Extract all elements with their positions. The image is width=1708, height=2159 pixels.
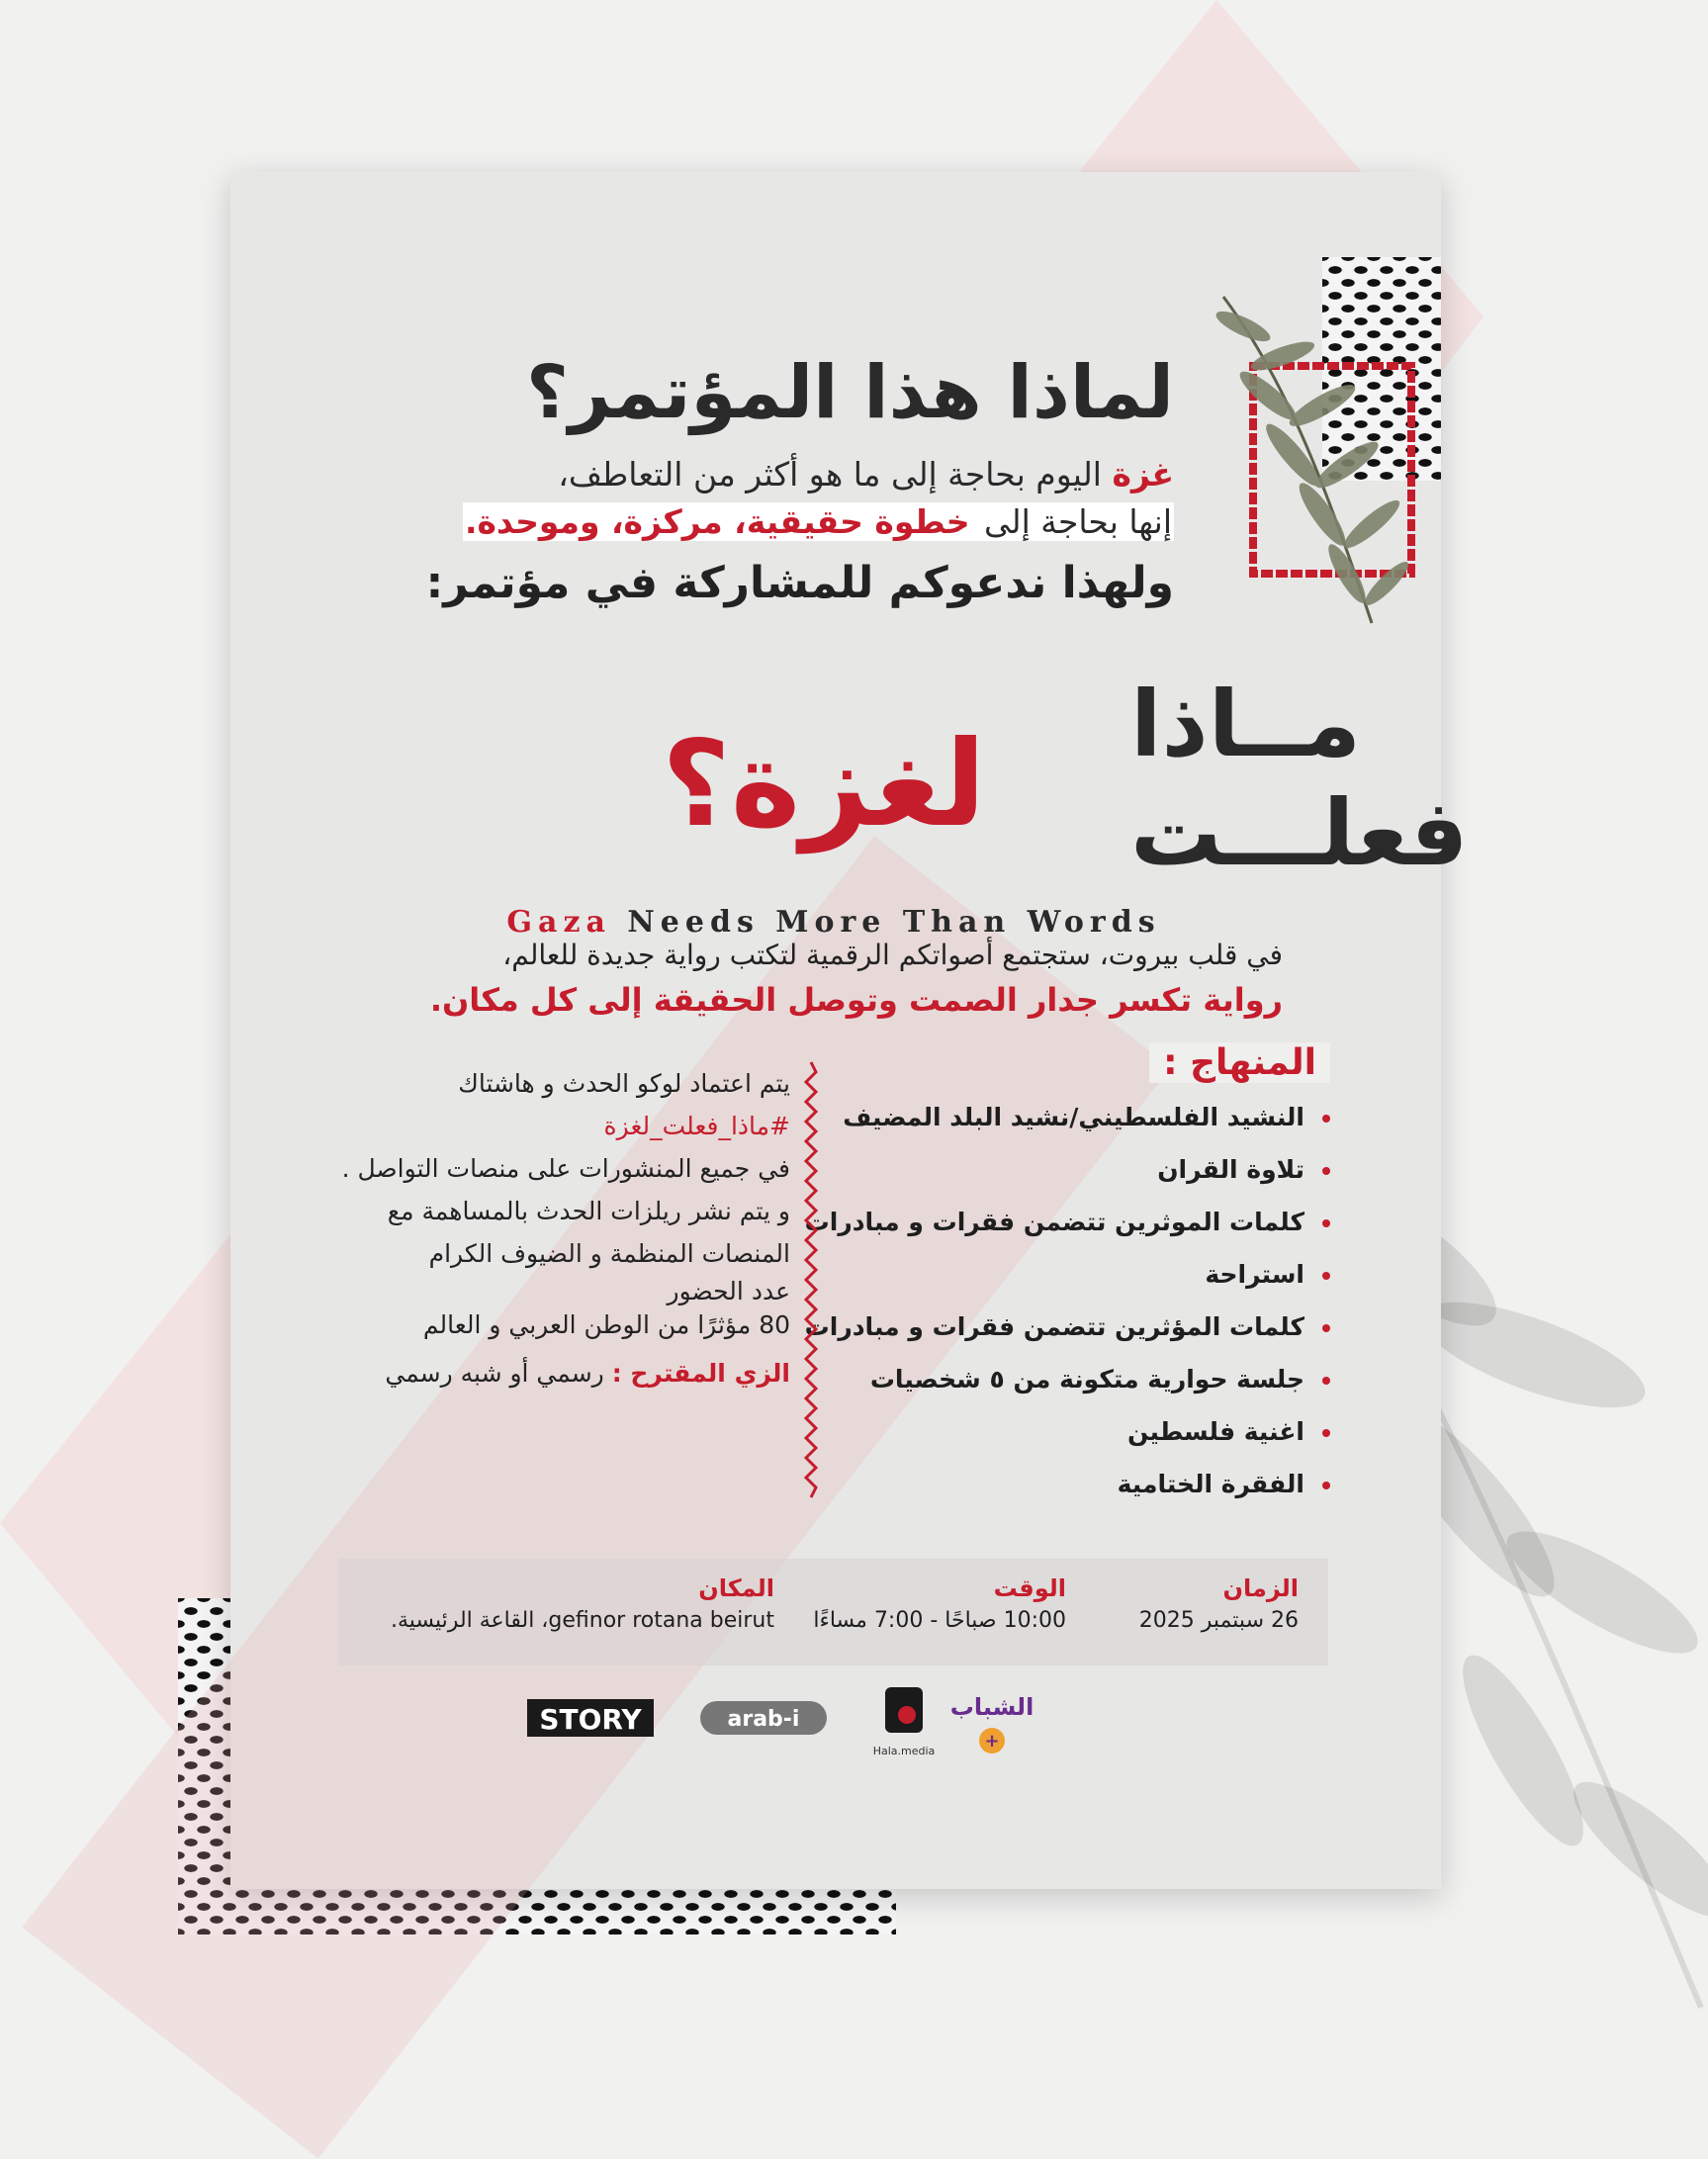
- event-info: [329, 1062, 818, 1394]
- description-line-1: في قلب بيروت، ستجتمع أصواتكم الرقمية لتكتب رواية جديدة للعالم،: [502, 939, 1283, 971]
- headline: لماذا هذا المؤتمر؟: [526, 350, 1174, 435]
- agenda-item-label: اغنية فلسطين: [1127, 1417, 1304, 1446]
- attendance-value: 80 مؤثرًا من الوطن العربي و العالم: [422, 1310, 790, 1339]
- attendance-label: عدد الحضور: [667, 1277, 790, 1305]
- date-label: الزمان: [1222, 1574, 1299, 1602]
- logo-word-lighaza: لغزة؟: [662, 716, 986, 854]
- svg-text:+: +: [984, 1731, 1000, 1752]
- alshabab-logo: [950, 1693, 1034, 1754]
- agenda-item-label: النشيد الفلسطيني/نشيد البلد المضيف: [843, 1103, 1304, 1131]
- event-details: [339, 1559, 1328, 1665]
- bullet-icon: [1322, 1482, 1330, 1489]
- bullet-icon: [1322, 1377, 1330, 1385]
- time-label: الوقت: [993, 1574, 1066, 1602]
- olive-branch-stamp: [1214, 257, 1441, 653]
- agenda-list: [796, 1091, 1330, 1510]
- sponsor-logos: [527, 1685, 1121, 1774]
- invite-text: ولهذا ندعوكم للمشاركة في مؤتمر:: [425, 558, 1174, 608]
- agenda-item-label: كلمات الموثرين تتضمن فقرات و مبادرات: [804, 1208, 1304, 1236]
- dress-code: [329, 1352, 790, 1394]
- time-block: [813, 1573, 1066, 1638]
- agenda-item: [796, 1248, 1330, 1301]
- posts-note: في جميع المنشورات على منصات التواصل .: [341, 1154, 790, 1183]
- arab-i-logo: [700, 1701, 827, 1735]
- place-value: gefinor rotana beirut، القاعة الرئيسية.: [390, 1608, 774, 1633]
- hala-media-logo: [873, 1687, 936, 1757]
- logo-word-faalat: فعلـــت: [1130, 780, 1469, 886]
- bullet-icon: [1322, 1167, 1330, 1175]
- intro-line-1-rest: اليوم بحاجة إلى ما هو أكثر من التعاطف،: [558, 455, 1113, 494]
- date-block: [1139, 1573, 1299, 1638]
- gaza-word: غزة: [1112, 455, 1174, 494]
- agenda: [796, 1042, 1330, 1510]
- svg-text:arab-i: arab-i: [727, 1707, 800, 1732]
- logo-hashtag-note: يتم اعتماد لوكو الحدث و هاشتاك: [458, 1069, 790, 1098]
- agenda-item-label: استراحة: [1205, 1260, 1304, 1289]
- tagline-gaza: Gaza: [506, 905, 611, 940]
- agenda-item-label: تلاوة القران: [1157, 1155, 1304, 1184]
- intro-line-1: [323, 451, 1174, 498]
- intro-line-2-start: إنها بحاجة إلى: [973, 502, 1172, 541]
- agenda-title: المنهاج :: [1149, 1042, 1330, 1083]
- intro-line-2: [323, 498, 1174, 546]
- bullet-icon: [1322, 1272, 1330, 1280]
- svg-text:Hala.media: Hala.media: [872, 1745, 936, 1757]
- agenda-item-label: كلمات المؤثرين تتضمن فقرات و مبادرات: [804, 1312, 1304, 1341]
- dress-value: رسمي أو شبه رسمي: [385, 1359, 612, 1388]
- logo-word-madha: مــاذا: [1130, 672, 1362, 777]
- description-line-2: رواية تكسر جدار الصمت وتوصل الحقيقة إلى كل مكان.: [429, 981, 1283, 1019]
- agenda-item: [796, 1405, 1330, 1458]
- event-description: [333, 934, 1283, 1023]
- reels-note: و يتم نشر ريلزات الحدث بالمساهمة مع المنصات المنظمة و الضيوف الكرام: [387, 1197, 790, 1268]
- agenda-item: [796, 1143, 1330, 1196]
- time-value: 10:00 صباحًا - 7:00 مساءًا: [813, 1608, 1066, 1633]
- bullet-icon: [1322, 1115, 1330, 1123]
- bullet-icon: [1322, 1324, 1330, 1332]
- place-block: [391, 1573, 774, 1638]
- zigzag-divider: [804, 1062, 818, 1497]
- agenda-item-label: جلسة حوارية متكونة من ٥ شخصيات: [869, 1365, 1304, 1394]
- svg-text:STORY: STORY: [539, 1703, 642, 1736]
- intro-line-2-highlight: خطوة حقيقية، مركزة، وموحدة.: [465, 502, 970, 541]
- agenda-item: [796, 1301, 1330, 1353]
- tagline-rest: Needs More Than Words: [610, 905, 1161, 940]
- agenda-item: [796, 1458, 1330, 1510]
- agenda-item: [796, 1091, 1330, 1143]
- event-hashtag: #ماذا_فعلت_لغزة: [603, 1112, 790, 1140]
- conference-poster: [230, 172, 1469, 1889]
- agenda-item: [796, 1353, 1330, 1405]
- place-label: المكان: [698, 1574, 774, 1602]
- date-value: 26 سبتمبر 2025: [1138, 1608, 1299, 1633]
- agenda-item-label: الفقرة الختامية: [1117, 1470, 1304, 1498]
- intro-text: [323, 451, 1174, 546]
- bullet-icon: [1322, 1429, 1330, 1437]
- bullet-icon: [1322, 1219, 1330, 1227]
- story-logo: [527, 1699, 654, 1737]
- dress-label: الزي المقترح :: [611, 1359, 790, 1388]
- svg-text:الشباب: الشباب: [949, 1693, 1034, 1721]
- agenda-item: [796, 1196, 1330, 1248]
